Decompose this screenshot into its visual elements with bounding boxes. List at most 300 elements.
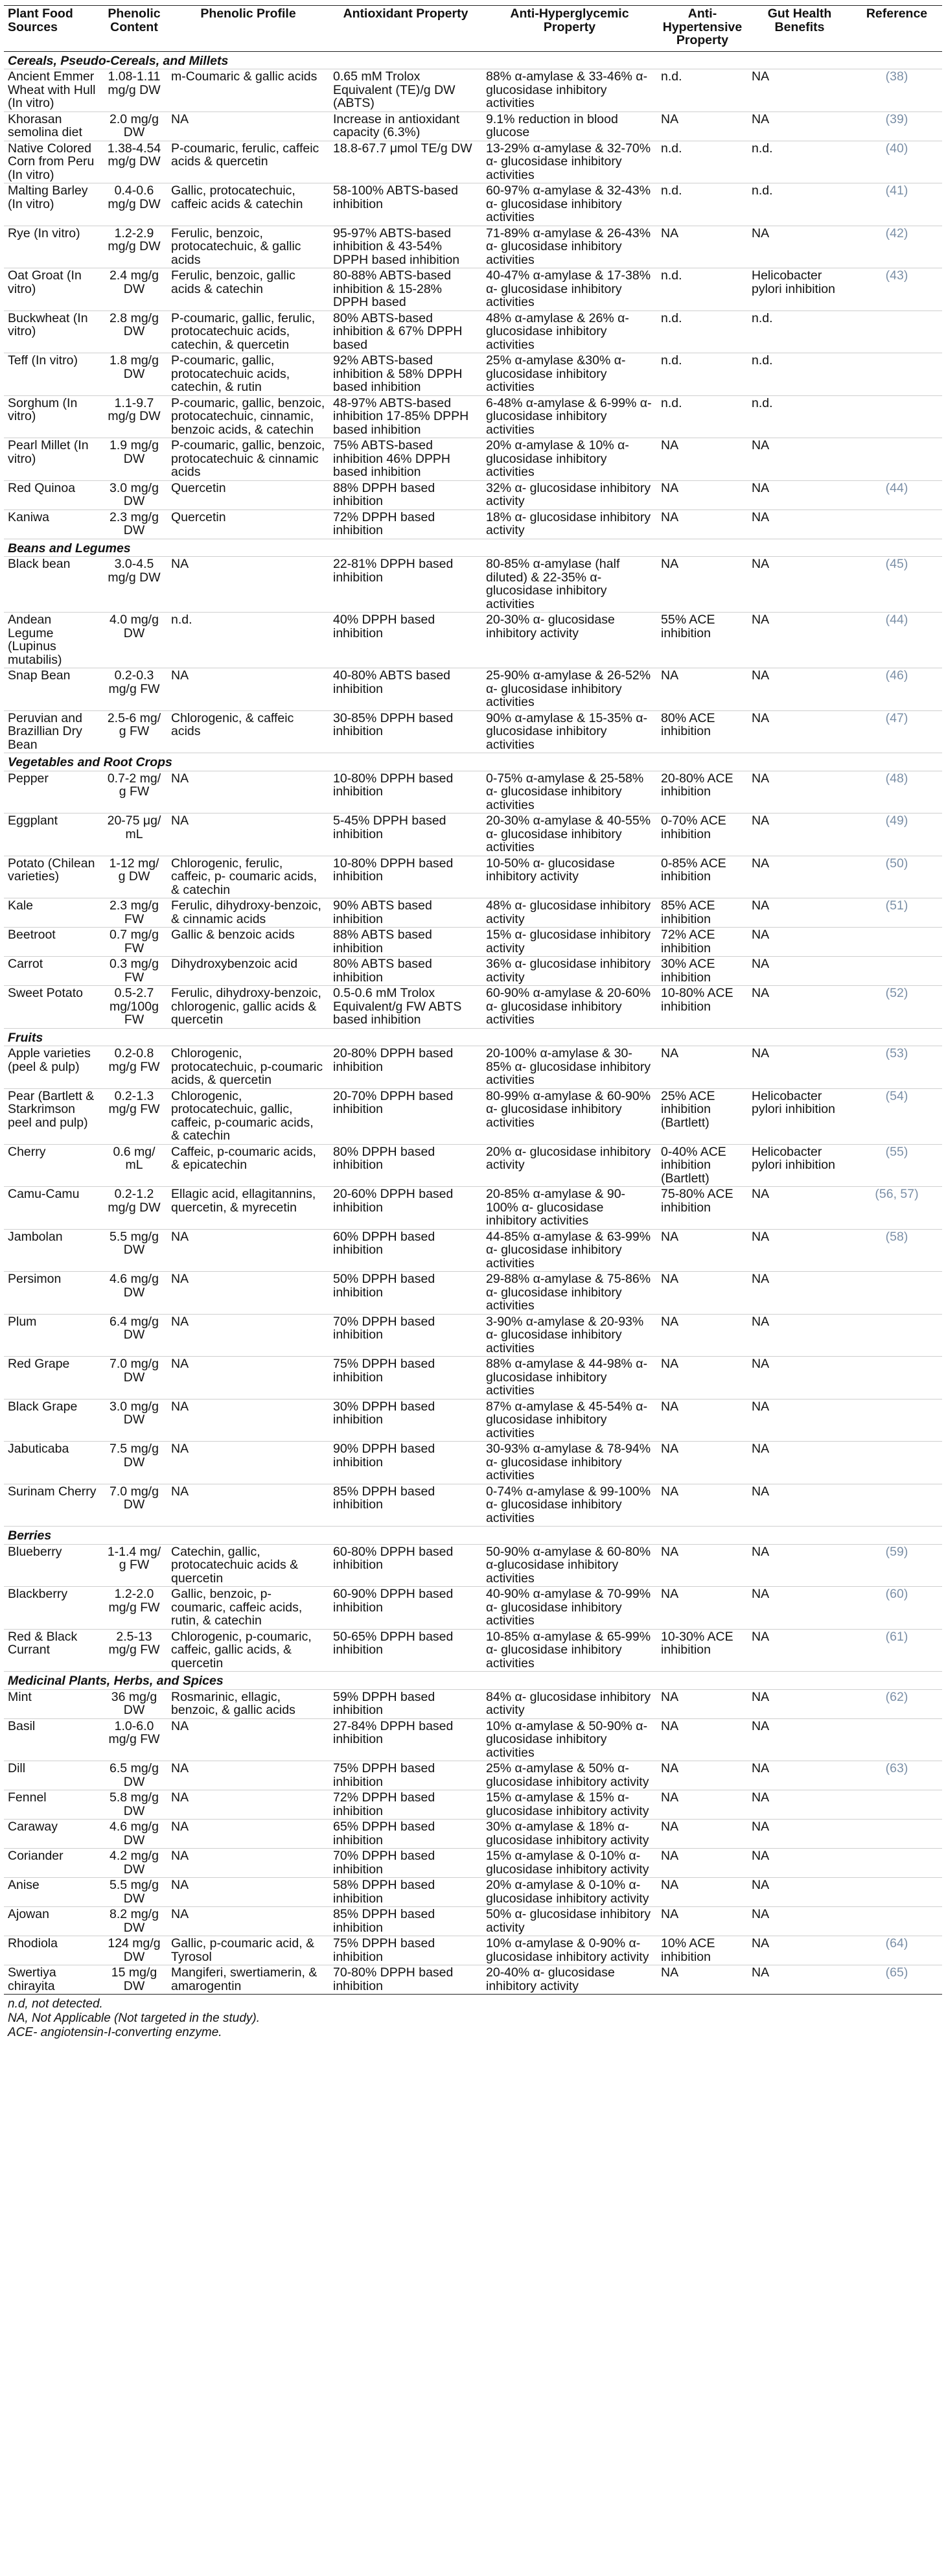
- cell-antioxidant: 85% DPPH based inhibition: [329, 1484, 482, 1527]
- cell-phenolic-content: 0.6 mg/ mL: [101, 1144, 167, 1187]
- cell-reference: (47): [851, 710, 942, 753]
- cell-phenolic-profile: n.d.: [167, 613, 329, 668]
- cell-antihyperglycemic: 30-93% α-amylase & 78-94% α- glucosidase inhibitory activities: [482, 1442, 657, 1484]
- cell-antihyperglycemic: 15% α- glucosidase inhibitory activity: [482, 928, 657, 957]
- section-title: Berries: [4, 1527, 942, 1545]
- cell-antihypertensive: NA: [657, 1689, 748, 1718]
- cell-plant-source: Blackberry: [4, 1587, 101, 1630]
- table-row: [4, 1484, 942, 1527]
- cell-antioxidant: 40-80% ABTS based inhibition: [329, 668, 482, 711]
- cell-plant-source: Red & Black Currant: [4, 1629, 101, 1672]
- cell-phenolic-content: 5.5 mg/g DW: [101, 1229, 167, 1272]
- cell-phenolic-content: 4.0 mg/g DW: [101, 613, 167, 668]
- cell-phenolic-profile: Chlorogenic, ferulic, caffeic, p- coumaric acids, & catechin: [167, 856, 329, 898]
- cell-plant-source: Persimon: [4, 1272, 101, 1315]
- cell-antioxidant: 27-84% DPPH based inhibition: [329, 1718, 482, 1761]
- cell-phenolic-profile: Catechin, gallic, protocatechuic acids & quercetin: [167, 1544, 329, 1587]
- cell-phenolic-content: 3.0-4.5 mg/g DW: [101, 557, 167, 613]
- table-row: [4, 1849, 942, 1878]
- cell-antihypertensive: NA: [657, 111, 748, 141]
- cell-antihyperglycemic: 25-90% α-amylase & 26-52% α- glucosidase inhibitory activities: [482, 668, 657, 711]
- cell-antihypertensive: NA: [657, 1314, 748, 1357]
- table-row: [4, 1820, 942, 1849]
- cell-antioxidant: 88% ABTS based inhibition: [329, 928, 482, 957]
- cell-phenolic-content: 4.6 mg/g DW: [101, 1272, 167, 1315]
- cell-antioxidant: 20-70% DPPH based inhibition: [329, 1088, 482, 1144]
- cell-antihypertensive: 30% ACE inhibition: [657, 957, 748, 986]
- cell-plant-source: Surinam Cherry: [4, 1484, 101, 1527]
- table-row: [4, 668, 942, 711]
- cell-gut-health: Helicobacter pylori inhibition: [748, 268, 851, 311]
- cell-antioxidant: 90% ABTS based inhibition: [329, 898, 482, 928]
- cell-reference: (61): [851, 1629, 942, 1672]
- cell-phenolic-content: 7.5 mg/g DW: [101, 1442, 167, 1484]
- col-header-profile: Phenolic Profile: [200, 6, 296, 21]
- cell-phenolic-profile: Gallic & benzoic acids: [167, 928, 329, 957]
- cell-antioxidant: 70% DPPH based inhibition: [329, 1314, 482, 1357]
- cell-phenolic-content: 1-1.4 mg/ g FW: [101, 1544, 167, 1587]
- cell-phenolic-content: 1.2-2.0 mg/g FW: [101, 1587, 167, 1630]
- table-row: [4, 1907, 942, 1936]
- cell-gut-health: NA: [748, 1761, 851, 1790]
- cell-antihyperglycemic: 20-30% α- glucosidase inhibitory activity: [482, 613, 657, 668]
- cell-antihypertensive: NA: [657, 1761, 748, 1790]
- cell-phenolic-content: 2.5-13 mg/g FW: [101, 1629, 167, 1672]
- cell-gut-health: NA: [748, 557, 851, 613]
- cell-phenolic-content: 1.2-2.9 mg/g DW: [101, 226, 167, 268]
- cell-phenolic-profile: P-coumaric, gallic, benzoic, protocatechuic & cinnamic acids: [167, 438, 329, 481]
- table-row: [4, 1357, 942, 1399]
- table-row: [4, 898, 942, 928]
- cell-phenolic-content: 2.3 mg/g FW: [101, 898, 167, 928]
- cell-antihyperglycemic: 88% α-amylase & 33-46% α-glucosidase inhibitory activities: [482, 69, 657, 112]
- cell-gut-health: NA: [748, 1046, 851, 1089]
- cell-plant-source: Caraway: [4, 1820, 101, 1849]
- cell-antihypertensive: n.d.: [657, 183, 748, 226]
- cell-gut-health: n.d.: [748, 141, 851, 183]
- cell-plant-source: Jambolan: [4, 1229, 101, 1272]
- cell-plant-source: Blueberry: [4, 1544, 101, 1587]
- table-row: [4, 986, 942, 1029]
- cell-antihypertensive: NA: [657, 557, 748, 613]
- table-row: [4, 1088, 942, 1144]
- cell-phenolic-profile: Dihydroxybenzoic acid: [167, 957, 329, 986]
- cell-antihyperglycemic: 48% α- glucosidase inhibitory activity: [482, 898, 657, 928]
- cell-reference: [851, 395, 942, 438]
- table-row: [4, 183, 942, 226]
- cell-antihyperglycemic: 10% α-amylase & 50-90% α- glucosidase inhibitory activities: [482, 1718, 657, 1761]
- cell-antihyperglycemic: 48% α-amylase & 26% α- glucosidase inhibitory activities: [482, 310, 657, 353]
- cell-antihypertensive: NA: [657, 226, 748, 268]
- cell-plant-source: Buckwheat (In vitro): [4, 310, 101, 353]
- cell-reference: (42): [851, 226, 942, 268]
- cell-gut-health: NA: [748, 480, 851, 509]
- cell-reference: (64): [851, 1936, 942, 1965]
- cell-antioxidant: 60-90% DPPH based inhibition: [329, 1587, 482, 1630]
- cell-phenolic-profile: Ellagic acid, ellagitannins, quercetin, & myrecetin: [167, 1187, 329, 1230]
- table-row: [4, 1229, 942, 1272]
- cell-reference: (52): [851, 986, 942, 1029]
- cell-phenolic-profile: Ferulic, dihydroxy-benzoic, chlorogenic, gallic acids & quercetin: [167, 986, 329, 1029]
- cell-antihypertensive: 0-40% ACE inhibition (Bartlett): [657, 1144, 748, 1187]
- cell-plant-source: Cherry: [4, 1144, 101, 1187]
- cell-plant-source: Kaniwa: [4, 509, 101, 539]
- cell-plant-source: Black Grape: [4, 1399, 101, 1442]
- cell-gut-health: NA: [748, 1314, 851, 1357]
- cell-gut-health: NA: [748, 814, 851, 856]
- table-row: [4, 1629, 942, 1672]
- cell-gut-health: NA: [748, 1629, 851, 1672]
- cell-antihypertensive: n.d.: [657, 268, 748, 311]
- cell-antioxidant: 90% DPPH based inhibition: [329, 1442, 482, 1484]
- cell-plant-source: Native Colored Corn from Peru (In vitro): [4, 141, 101, 183]
- cell-antioxidant: 50-65% DPPH based inhibition: [329, 1629, 482, 1672]
- cell-gut-health: NA: [748, 1878, 851, 1907]
- cell-phenolic-content: 3.0 mg/g DW: [101, 1399, 167, 1442]
- cell-antioxidant: 80-88% ABTS-based inhibition & 15-28% DPPH based: [329, 268, 482, 311]
- table-row: [4, 1936, 942, 1965]
- cell-gut-health: NA: [748, 1187, 851, 1230]
- cell-reference: (43): [851, 268, 942, 311]
- table-row: [4, 69, 942, 112]
- cell-antihyperglycemic: 15% α-amylase & 15% α- glucosidase inhibitory activity: [482, 1790, 657, 1820]
- section-title: Fruits: [4, 1028, 942, 1046]
- cell-phenolic-content: 2.8 mg/g DW: [101, 310, 167, 353]
- cell-phenolic-content: 1.38-4.54 mg/g DW: [101, 141, 167, 183]
- cell-plant-source: Carrot: [4, 957, 101, 986]
- cell-phenolic-content: 5.5 mg/g DW: [101, 1878, 167, 1907]
- section-header-row: [4, 1527, 942, 1545]
- section-header-row: [4, 753, 942, 771]
- cell-antihyperglycemic: 20-85% α-amylase & 90- 100% α- glucosidase inhibitory activities: [482, 1187, 657, 1230]
- cell-phenolic-profile: Gallic, benzoic, p-coumaric, caffeic acids, rutin, & catechin: [167, 1587, 329, 1630]
- cell-antioxidant: 85% DPPH based inhibition: [329, 1907, 482, 1936]
- cell-antioxidant: 88% DPPH based inhibition: [329, 480, 482, 509]
- cell-reference: [851, 1442, 942, 1484]
- cell-reference: [851, 1357, 942, 1399]
- cell-gut-health: NA: [748, 1544, 851, 1587]
- cell-reference: (45): [851, 557, 942, 613]
- cell-antihypertensive: 10-30% ACE inhibition: [657, 1629, 748, 1672]
- cell-reference: (46): [851, 668, 942, 711]
- cell-reference: [851, 310, 942, 353]
- cell-gut-health: n.d.: [748, 310, 851, 353]
- cell-phenolic-content: 0.5-2.7 mg/100g FW: [101, 986, 167, 1029]
- cell-gut-health: NA: [748, 1936, 851, 1965]
- cell-phenolic-profile: P-coumaric, gallic, benzoic, protocatechuic, cinnamic, benzoic acids, & catechin: [167, 395, 329, 438]
- cell-antioxidant: 18.8-67.7 μmol TE/g DW: [329, 141, 482, 183]
- cell-phenolic-profile: Quercetin: [167, 480, 329, 509]
- cell-antihypertensive: 10% ACE inhibition: [657, 1936, 748, 1965]
- cell-antihypertensive: 85% ACE inhibition: [657, 898, 748, 928]
- cell-plant-source: Coriander: [4, 1849, 101, 1878]
- cell-plant-source: Apple varieties (peel & pulp): [4, 1046, 101, 1089]
- cell-plant-source: Red Quinoa: [4, 480, 101, 509]
- cell-antihyperglycemic: 80-85% α-amylase (half diluted) & 22-35% α- glucosidase inhibitory activities: [482, 557, 657, 613]
- cell-phenolic-content: 8.2 mg/g DW: [101, 1907, 167, 1936]
- cell-phenolic-content: 1-12 mg/ g DW: [101, 856, 167, 898]
- cell-antioxidant: 10-80% DPPH based inhibition: [329, 771, 482, 814]
- col-header-antihypertensive: Anti-Hypertensive Property: [662, 6, 743, 47]
- cell-antioxidant: 40% DPPH based inhibition: [329, 613, 482, 668]
- cell-antihypertensive: n.d.: [657, 69, 748, 112]
- cell-reference: [851, 509, 942, 539]
- table-row: [4, 1314, 942, 1357]
- cell-phenolic-profile: Chlorogenic, p-coumaric, caffeic, gallic acids, & quercetin: [167, 1629, 329, 1672]
- cell-phenolic-content: 0.2-1.3 mg/g FW: [101, 1088, 167, 1144]
- cell-phenolic-profile: NA: [167, 1761, 329, 1790]
- cell-antihypertensive: NA: [657, 438, 748, 481]
- cell-phenolic-content: 2.0 mg/g DW: [101, 111, 167, 141]
- section-header-row: [4, 1672, 942, 1690]
- cell-plant-source: Sweet Potato: [4, 986, 101, 1029]
- cell-antioxidant: 75% DPPH based inhibition: [329, 1761, 482, 1790]
- cell-antihypertensive: NA: [657, 668, 748, 711]
- cell-phenolic-content: 4.6 mg/g DW: [101, 1820, 167, 1849]
- cell-antihypertensive: NA: [657, 1820, 748, 1849]
- cell-phenolic-profile: Chlorogenic, & caffeic acids: [167, 710, 329, 753]
- cell-antioxidant: 70-80% DPPH based inhibition: [329, 1965, 482, 1995]
- cell-antihypertensive: NA: [657, 1229, 748, 1272]
- section-header-row: [4, 51, 942, 69]
- cell-reference: (49): [851, 814, 942, 856]
- cell-phenolic-profile: NA: [167, 1484, 329, 1527]
- cell-phenolic-content: 1.1-9.7 mg/g DW: [101, 395, 167, 438]
- table-row: [4, 1878, 942, 1907]
- cell-reference: (59): [851, 1544, 942, 1587]
- cell-reference: (50): [851, 856, 942, 898]
- cell-phenolic-content: 7.0 mg/g DW: [101, 1357, 167, 1399]
- cell-phenolic-profile: NA: [167, 1442, 329, 1484]
- table-row: [4, 1790, 942, 1820]
- cell-reference: (65): [851, 1965, 942, 1995]
- cell-antihyperglycemic: 40-47% α-amylase & 17-38% α- glucosidase inhibitory activities: [482, 268, 657, 311]
- cell-antihyperglycemic: 10% α-amylase & 0-90% α- glucosidase inhibitory activity: [482, 1936, 657, 1965]
- col-header-source: Plant Food Sources: [8, 6, 73, 34]
- cell-phenolic-content: 20-75 μg/ mL: [101, 814, 167, 856]
- cell-antioxidant: 10-80% DPPH based inhibition: [329, 856, 482, 898]
- cell-reference: [851, 928, 942, 957]
- cell-phenolic-profile: Rosmarinic, ellagic, benzoic, & gallic acids: [167, 1689, 329, 1718]
- cell-reference: (39): [851, 111, 942, 141]
- cell-reference: (60): [851, 1587, 942, 1630]
- section-header-row: [4, 1028, 942, 1046]
- cell-reference: (41): [851, 183, 942, 226]
- cell-antioxidant: 75% ABTS-based inhibition 46% DPPH based inhibition: [329, 438, 482, 481]
- footnote: n.d, not detected.: [8, 1997, 103, 2011]
- cell-reference: [851, 1878, 942, 1907]
- cell-antihypertensive: NA: [657, 1790, 748, 1820]
- cell-reference: (44): [851, 480, 942, 509]
- header-row: [4, 6, 942, 52]
- cell-gut-health: NA: [748, 1820, 851, 1849]
- cell-antihypertensive: NA: [657, 1272, 748, 1315]
- cell-plant-source: Teff (In vitro): [4, 353, 101, 396]
- cell-antihypertensive: NA: [657, 1544, 748, 1587]
- cell-antihypertensive: 20-80% ACE inhibition: [657, 771, 748, 814]
- table-row: [4, 771, 942, 814]
- cell-antioxidant: 0.65 mM Trolox Equivalent (TE)/g DW (ABTS): [329, 69, 482, 112]
- cell-phenolic-content: 2.4 mg/g DW: [101, 268, 167, 311]
- cell-plant-source: Red Grape: [4, 1357, 101, 1399]
- cell-antihypertensive: NA: [657, 1046, 748, 1089]
- cell-phenolic-profile: NA: [167, 1229, 329, 1272]
- cell-gut-health: Helicobacter pylori inhibition: [748, 1144, 851, 1187]
- table-row: [4, 1187, 942, 1230]
- table-row: [4, 1272, 942, 1315]
- cell-reference: [851, 1314, 942, 1357]
- cell-phenolic-profile: Mangiferi, swertiamerin, & amarogentin: [167, 1965, 329, 1995]
- cell-reference: (56, 57): [851, 1187, 942, 1230]
- table-row: [4, 856, 942, 898]
- table-row: [4, 480, 942, 509]
- cell-reference: (48): [851, 771, 942, 814]
- cell-gut-health: NA: [748, 1484, 851, 1527]
- cell-antihypertensive: 80% ACE inhibition: [657, 710, 748, 753]
- cell-reference: (38): [851, 69, 942, 112]
- cell-antioxidant: 0.5-0.6 mM Trolox Equivalent/g FW ABTS based inhibition: [329, 986, 482, 1029]
- cell-antioxidant: 20-80% DPPH based inhibition: [329, 1046, 482, 1089]
- col-header-antihyperglycemic: Anti-Hyperglycemic Property: [510, 6, 629, 34]
- cell-phenolic-content: 0.4-0.6 mg/g DW: [101, 183, 167, 226]
- cell-antioxidant: 72% DPPH based inhibition: [329, 509, 482, 539]
- cell-reference: [851, 1272, 942, 1315]
- cell-gut-health: NA: [748, 856, 851, 898]
- cell-phenolic-profile: NA: [167, 771, 329, 814]
- cell-plant-source: Ajowan: [4, 1907, 101, 1936]
- cell-phenolic-content: 0.7 mg/g FW: [101, 928, 167, 957]
- cell-antihyperglycemic: 20% α-amylase & 0-10% α- glucosidase inhibitory activity: [482, 1878, 657, 1907]
- cell-antihypertensive: NA: [657, 1907, 748, 1936]
- cell-antioxidant: 48-97% ABTS-based inhibition 17-85% DPPH based inhibition: [329, 395, 482, 438]
- cell-antihyperglycemic: 15% α-amylase & 0-10% α- glucosidase inhibitory activity: [482, 1849, 657, 1878]
- cell-reference: [851, 1907, 942, 1936]
- cell-phenolic-content: 36 mg/g DW: [101, 1689, 167, 1718]
- cell-plant-source: Pear (Bartlett & Starkrimson peel and pulp): [4, 1088, 101, 1144]
- cell-antihypertensive: NA: [657, 1484, 748, 1527]
- cell-antihyperglycemic: 0-75% α-amylase & 25-58% α- glucosidase inhibitory activities: [482, 771, 657, 814]
- cell-phenolic-profile: Ferulic, benzoic, gallic acids & catechin: [167, 268, 329, 311]
- table-row: [4, 1587, 942, 1630]
- cell-phenolic-profile: NA: [167, 557, 329, 613]
- cell-antioxidant: Increase in antioxidant capacity (6.3%): [329, 111, 482, 141]
- cell-antioxidant: 80% ABTS-based inhibition & 67% DPPH based: [329, 310, 482, 353]
- cell-antihyperglycemic: 13-29% α-amylase & 32-70% α- glucosidase inhibitory activities: [482, 141, 657, 183]
- cell-antihyperglycemic: 44-85% α-amylase & 63-99% α- glucosidase inhibitory activities: [482, 1229, 657, 1272]
- cell-antihypertensive: 0-85% ACE inhibition: [657, 856, 748, 898]
- cell-antioxidant: 59% DPPH based inhibition: [329, 1689, 482, 1718]
- cell-phenolic-profile: NA: [167, 1314, 329, 1357]
- table-row: [4, 438, 942, 481]
- cell-reference: (54): [851, 1088, 942, 1144]
- cell-phenolic-profile: NA: [167, 1907, 329, 1936]
- cell-phenolic-profile: m-Coumaric & gallic acids: [167, 69, 329, 112]
- cell-plant-source: Andean Legume (Lupinus mutabilis): [4, 613, 101, 668]
- cell-antihypertensive: NA: [657, 480, 748, 509]
- table-row: [4, 395, 942, 438]
- cell-antihypertensive: 55% ACE inhibition: [657, 613, 748, 668]
- table-row: [4, 1399, 942, 1442]
- cell-antihyperglycemic: 25% α-amylase & 50% α- glucosidase inhibitory activity: [482, 1761, 657, 1790]
- cell-reference: (40): [851, 141, 942, 183]
- cell-gut-health: NA: [748, 771, 851, 814]
- table-row: [4, 928, 942, 957]
- cell-reference: [851, 1718, 942, 1761]
- table-row: [4, 1718, 942, 1761]
- cell-gut-health: NA: [748, 668, 851, 711]
- cell-antioxidant: 30% DPPH based inhibition: [329, 1399, 482, 1442]
- cell-antihyperglycemic: 90% α-amylase & 15-35% α- glucosidase inhibitory activities: [482, 710, 657, 753]
- cell-phenolic-profile: NA: [167, 1399, 329, 1442]
- section-title: Beans and Legumes: [4, 539, 942, 557]
- cell-antihyperglycemic: 20-100% α-amylase & 30- 85% α- glucosidase inhibitory activities: [482, 1046, 657, 1089]
- cell-plant-source: Peruvian and Brazillian Dry Bean: [4, 710, 101, 753]
- cell-reference: [851, 1790, 942, 1820]
- cell-reference: (44): [851, 613, 942, 668]
- cell-plant-source: Ancient Emmer Wheat with Hull (In vitro): [4, 69, 101, 112]
- cell-plant-source: Sorghum (In vitro): [4, 395, 101, 438]
- cell-antihyperglycemic: 10-85% α-amylase & 65-99% α- glucosidase inhibitory activities: [482, 1629, 657, 1672]
- cell-antihyperglycemic: 20-40% α- glucosidase inhibitory activity: [482, 1965, 657, 1995]
- cell-antihyperglycemic: 50% α- glucosidase inhibitory activity: [482, 1907, 657, 1936]
- cell-phenolic-content: 5.8 mg/g DW: [101, 1790, 167, 1820]
- cell-plant-source: Anise: [4, 1878, 101, 1907]
- table-body: [4, 51, 942, 1995]
- cell-plant-source: Jabuticaba: [4, 1442, 101, 1484]
- table-row: [4, 509, 942, 539]
- cell-phenolic-profile: Gallic, p-coumaric acid, & Tyrosol: [167, 1936, 329, 1965]
- cell-antioxidant: 75% DPPH based inhibition: [329, 1357, 482, 1399]
- cell-antioxidant: 65% DPPH based inhibition: [329, 1820, 482, 1849]
- cell-antioxidant: 70% DPPH based inhibition: [329, 1849, 482, 1878]
- cell-antihypertensive: NA: [657, 1965, 748, 1995]
- table-row: [4, 557, 942, 613]
- cell-gut-health: NA: [748, 1272, 851, 1315]
- cell-gut-health: NA: [748, 710, 851, 753]
- cell-antihyperglycemic: 84% α- glucosidase inhibitory activity: [482, 1689, 657, 1718]
- cell-phenolic-profile: Chlorogenic, protocatechuic, p-coumaric acids, & quercetin: [167, 1046, 329, 1089]
- cell-plant-source: Pearl Millet (In vitro): [4, 438, 101, 481]
- cell-phenolic-content: 6.5 mg/g DW: [101, 1761, 167, 1790]
- cell-phenolic-content: 1.8 mg/g DW: [101, 353, 167, 396]
- cell-plant-source: Kale: [4, 898, 101, 928]
- table-row: [4, 1144, 942, 1187]
- cell-antihypertensive: 10-80% ACE inhibition: [657, 986, 748, 1029]
- cell-plant-source: Mint: [4, 1689, 101, 1718]
- cell-antihyperglycemic: 71-89% α-amylase & 26-43% α- glucosidase inhibitory activities: [482, 226, 657, 268]
- cell-antihypertensive: n.d.: [657, 310, 748, 353]
- cell-antioxidant: 92% ABTS-based inhibition & 58% DPPH based inhibition: [329, 353, 482, 396]
- cell-antihypertensive: n.d.: [657, 353, 748, 396]
- cell-reference: [851, 438, 942, 481]
- phenolic-table: [4, 5, 942, 1995]
- cell-antioxidant: 20-60% DPPH based inhibition: [329, 1187, 482, 1230]
- cell-antihypertensive: 0-70% ACE inhibition: [657, 814, 748, 856]
- cell-phenolic-profile: Ferulic, dihydroxy-benzoic, & cinnamic acids: [167, 898, 329, 928]
- cell-gut-health: Helicobacter pylori inhibition: [748, 1088, 851, 1144]
- cell-plant-source: Camu-Camu: [4, 1187, 101, 1230]
- cell-reference: [851, 1820, 942, 1849]
- cell-phenolic-profile: NA: [167, 668, 329, 711]
- cell-antihypertensive: NA: [657, 1587, 748, 1630]
- cell-reference: [851, 1484, 942, 1527]
- cell-gut-health: n.d.: [748, 353, 851, 396]
- cell-antihyperglycemic: 20% α- glucosidase inhibitory activity: [482, 1144, 657, 1187]
- table-row: [4, 1689, 942, 1718]
- col-header-antioxidant: Antioxidant Property: [343, 6, 468, 21]
- cell-antihyperglycemic: 60-97% α-amylase & 32-43% α- glucosidase inhibitory activities: [482, 183, 657, 226]
- cell-phenolic-profile: NA: [167, 1357, 329, 1399]
